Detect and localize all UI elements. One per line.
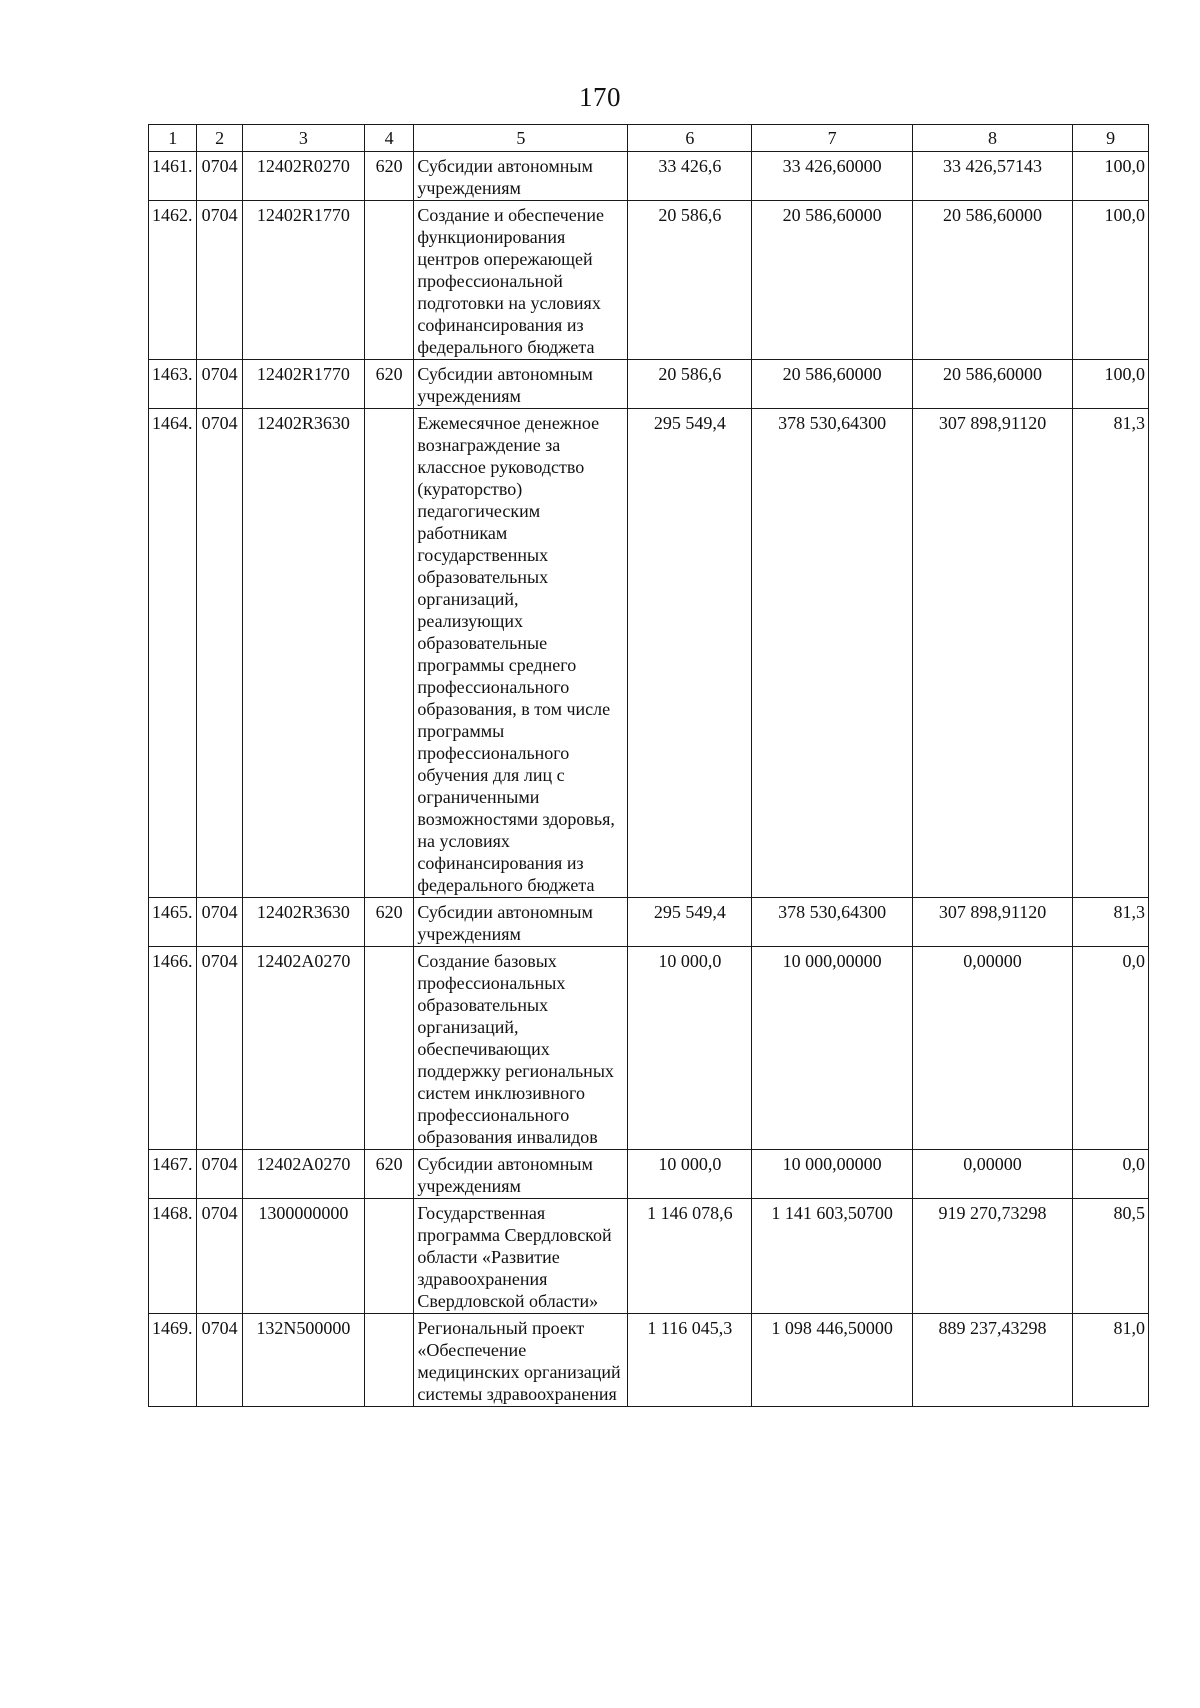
expense-type-code: 620	[364, 1150, 413, 1199]
amount-col-8: 20 586,60000	[912, 201, 1072, 360]
expense-type-code	[364, 409, 413, 898]
amount-col-7: 378 530,64300	[752, 898, 912, 947]
header-row	[149, 125, 1149, 152]
percent-col-9: 100,0	[1073, 360, 1149, 409]
row-number: 1468.	[149, 1199, 197, 1314]
row-number: 1464.	[149, 409, 197, 898]
target-article-code: 12402R3630	[242, 409, 364, 898]
amount-col-6: 20 586,6	[628, 360, 752, 409]
item-name: Субсидии автономным учреждениям	[414, 898, 628, 947]
item-name: Государственная программа Свердловской области «Развитие здравоохранения Свердловской области»	[414, 1199, 628, 1314]
percent-col-9: 81,3	[1073, 409, 1149, 898]
row-number: 1466.	[149, 947, 197, 1150]
target-article-code: 12402R0270	[242, 152, 364, 201]
percent-col-9: 81,3	[1073, 898, 1149, 947]
amount-col-6: 20 586,6	[628, 201, 752, 360]
table-row	[149, 409, 1149, 898]
item-name: Субсидии автономным учреждениям	[414, 1150, 628, 1199]
section-code: 0704	[197, 1150, 242, 1199]
header-col-9: 9	[1073, 125, 1149, 152]
item-name: Субсидии автономным учреждениям	[414, 360, 628, 409]
amount-col-8: 919 270,73298	[912, 1199, 1072, 1314]
table-row	[149, 947, 1149, 1150]
page-number: 170	[579, 82, 621, 112]
table-row	[149, 1314, 1149, 1407]
header-col-7: 7	[752, 125, 912, 152]
amount-col-8: 889 237,43298	[912, 1314, 1072, 1407]
table-row	[149, 152, 1149, 201]
target-article-code: 1300000000	[242, 1199, 364, 1314]
header-col-4: 4	[364, 125, 413, 152]
row-number: 1469.	[149, 1314, 197, 1407]
percent-col-9: 100,0	[1073, 152, 1149, 201]
item-name: Ежемесячное денежное вознаграждение за классное руководство (кураторство) педагогическим работникам государственных образовательных организаций, реализующих образовательные программы среднего профессионального образования, в том числе программы профессионального обучения для лиц с ограниченными возможностями здоровья, на условиях софинансирования из федерального бюджета	[414, 409, 628, 898]
table-row	[149, 201, 1149, 360]
target-article-code: 12402R1770	[242, 201, 364, 360]
amount-col-7: 378 530,64300	[752, 409, 912, 898]
target-article-code: 12402R3630	[242, 898, 364, 947]
header-col-6: 6	[628, 125, 752, 152]
amount-col-8: 0,00000	[912, 947, 1072, 1150]
expense-type-code: 620	[364, 898, 413, 947]
target-article-code: 12402R1770	[242, 360, 364, 409]
header-col-5: 5	[414, 125, 628, 152]
budget-table	[148, 124, 1149, 1407]
amount-col-7: 1 141 603,50700	[752, 1199, 912, 1314]
section-code: 0704	[197, 152, 242, 201]
table-row	[149, 360, 1149, 409]
amount-col-6: 295 549,4	[628, 898, 752, 947]
amount-col-7: 20 586,60000	[752, 201, 912, 360]
amount-col-6: 10 000,0	[628, 947, 752, 1150]
amount-col-8: 20 586,60000	[912, 360, 1072, 409]
percent-col-9: 0,0	[1073, 1150, 1149, 1199]
target-article-code: 12402A0270	[242, 1150, 364, 1199]
amount-col-7: 1 098 446,50000	[752, 1314, 912, 1407]
section-code: 0704	[197, 1199, 242, 1314]
row-number: 1463.	[149, 360, 197, 409]
section-code: 0704	[197, 360, 242, 409]
expense-type-code: 620	[364, 360, 413, 409]
amount-col-7: 10 000,00000	[752, 947, 912, 1150]
amount-col-6: 33 426,6	[628, 152, 752, 201]
item-name: Создание и обеспечение функционирования центров опережающей профессиональной подготовки на условиях софинансирования из федерального бюджета	[414, 201, 628, 360]
header-col-1: 1	[149, 125, 197, 152]
expense-type-code	[364, 201, 413, 360]
target-article-code: 132N500000	[242, 1314, 364, 1407]
table-row	[149, 898, 1149, 947]
amount-col-8: 33 426,57143	[912, 152, 1072, 201]
header-col-2: 2	[197, 125, 242, 152]
amount-col-7: 10 000,00000	[752, 1150, 912, 1199]
expense-type-code: 620	[364, 152, 413, 201]
amount-col-7: 20 586,60000	[752, 360, 912, 409]
amount-col-6: 1 116 045,3	[628, 1314, 752, 1407]
percent-col-9: 0,0	[1073, 947, 1149, 1150]
table-row	[149, 1199, 1149, 1314]
row-number: 1465.	[149, 898, 197, 947]
item-name: Региональный проект «Обеспечение медицинских организаций системы здравоохранения	[414, 1314, 628, 1407]
percent-col-9: 81,0	[1073, 1314, 1149, 1407]
target-article-code: 12402A0270	[242, 947, 364, 1150]
header-col-3: 3	[242, 125, 364, 152]
percent-col-9: 80,5	[1073, 1199, 1149, 1314]
section-code: 0704	[197, 947, 242, 1150]
amount-col-8: 0,00000	[912, 1150, 1072, 1199]
amount-col-8: 307 898,91120	[912, 898, 1072, 947]
item-name: Субсидии автономным учреждениям	[414, 152, 628, 201]
expense-type-code	[364, 1199, 413, 1314]
item-name: Создание базовых профессиональных образовательных организаций, обеспечивающих поддержку региональных систем инклюзивного профессионального образования инвалидов	[414, 947, 628, 1150]
amount-col-6: 1 146 078,6	[628, 1199, 752, 1314]
row-number: 1462.	[149, 201, 197, 360]
percent-col-9: 100,0	[1073, 201, 1149, 360]
amount-col-8: 307 898,91120	[912, 409, 1072, 898]
table-row	[149, 1150, 1149, 1199]
section-code: 0704	[197, 1314, 242, 1407]
section-code: 0704	[197, 201, 242, 360]
amount-col-6: 10 000,0	[628, 1150, 752, 1199]
amount-col-7: 33 426,60000	[752, 152, 912, 201]
row-number: 1461.	[149, 152, 197, 201]
row-number: 1467.	[149, 1150, 197, 1199]
expense-type-code	[364, 1314, 413, 1407]
expense-type-code	[364, 947, 413, 1150]
section-code: 0704	[197, 898, 242, 947]
section-code: 0704	[197, 409, 242, 898]
header-col-8: 8	[912, 125, 1072, 152]
amount-col-6: 295 549,4	[628, 409, 752, 898]
